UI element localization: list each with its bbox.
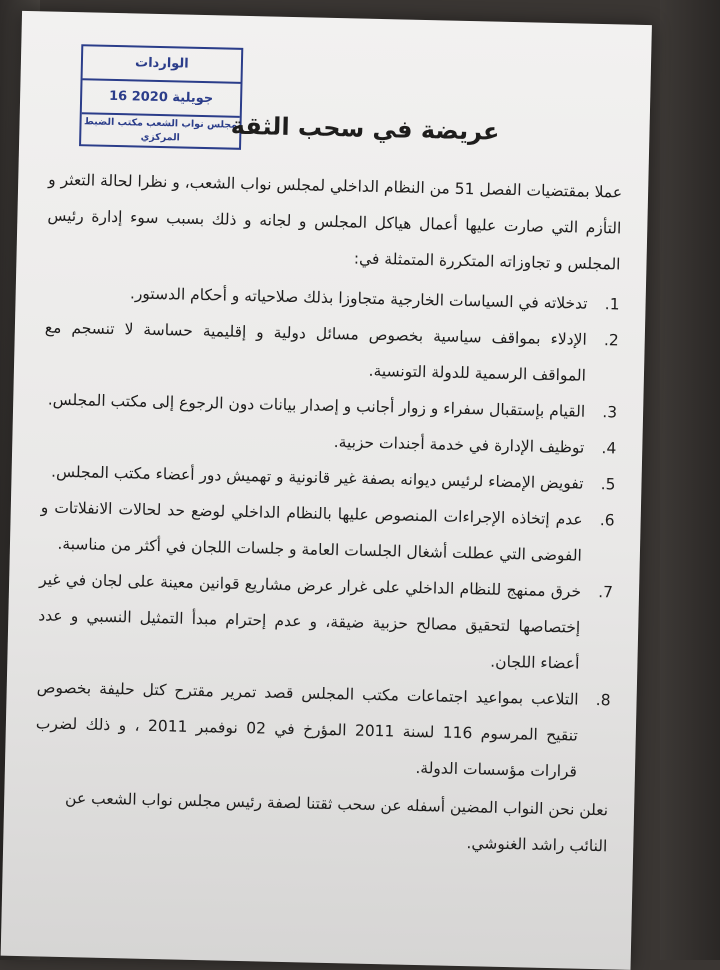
item-number: 5. — [600, 475, 616, 494]
document-title: عريضة في سحب الثقة — [230, 111, 500, 146]
list-item — [35, 669, 611, 790]
item-number: 3. — [602, 403, 618, 422]
item-number: 7. — [598, 583, 614, 602]
background-right — [660, 0, 720, 960]
item-text: التلاعب بمواعيد اجتماعات مكتب المجلس قصد تمرير مقترح كتل حليفة بخصوص تنقيح المرسوم 116 لسنة 2011 المؤرخ في 02 نوفمبر 2011 ، و ذلك لضرب قرارات مؤسسات الدولة. — [35, 678, 579, 781]
intro-paragraph: عملا بمقتضيات الفصل 51 من النظام الداخلي لمجلس نواب الشعب، و نظرا لحالة التعثر و التأزم التي صارت عليها أعمال هياكل المجلس و لجانه و ذلك بسبب سوء إدارة رئيس المجلس و تجاوزاته المتكررة المتمثلة في: — [47, 170, 623, 274]
item-text: الإدلاء بمواقف سياسية بخصوص مسائل دولية و إقليمية حساسة لا تنسجم مع المواقف الرسمية للدولة التونسية. — [44, 318, 587, 385]
item-text: خرق ممنهج للنظام الداخلي على غرار عرض مشاريع قوانين معينة على لجان في غير إختصاصها لتحقيق مصالح حزبية ضيقة، و عدم إحترام مبدأ التمثيل النسبي و عدد أعضاء اللجان. — [38, 570, 582, 673]
item-text: تدخلاته في السياسات الخارجية متجاوزا بذلك صلاحياته و أحكام الدستور. — [129, 284, 588, 313]
stamp-line-1: الواردات — [83, 46, 242, 84]
list-item — [37, 561, 613, 682]
item-number: 8. — [595, 691, 611, 710]
item-text: توظيف الإدارة في خدمة أجندات حزبية. — [333, 433, 585, 457]
grievance-list — [35, 273, 620, 790]
item-text: تفويض الإمضاء لرئيس ديوانه بصفة غير قانونية و تهميش دور أعضاء مكتب المجلس. — [50, 462, 584, 493]
stamp-line-3: مجلس نواب الشعب مكتب الضبط المركزي — [83, 116, 238, 144]
item-number: 6. — [599, 511, 615, 530]
list-item — [40, 489, 615, 574]
item-text: عدم إتخاذه الإجراءات المنصوص عليها بالنظام الداخلي لوضع حد لحالات الانفلاتات و الفوضى التي عطلت أشغال الجلسات العامة و جلسات اللجان في أكثر من مناسبة. — [40, 498, 583, 565]
document-page — [1, 11, 652, 970]
reception-stamp — [79, 44, 243, 150]
item-number: 4. — [601, 439, 617, 458]
item-number: 1. — [604, 295, 620, 314]
item-text: القيام بإستقبال سفراء و زوار أجانب و إصدار بيانات دون الرجوع إلى مكتب المجلس. — [47, 390, 586, 421]
list-item — [44, 309, 619, 394]
stamp-date: 16 جويلية 2020 — [82, 80, 241, 118]
document-body — [33, 161, 623, 864]
item-number: 2. — [603, 331, 619, 350]
closing-paragraph: نعلن نحن النواب المضين أسفله عن سحب ثقتنا لصفة رئيس مجلس نواب الشعب عن النائب راشد الغنوشي. — [64, 789, 609, 856]
